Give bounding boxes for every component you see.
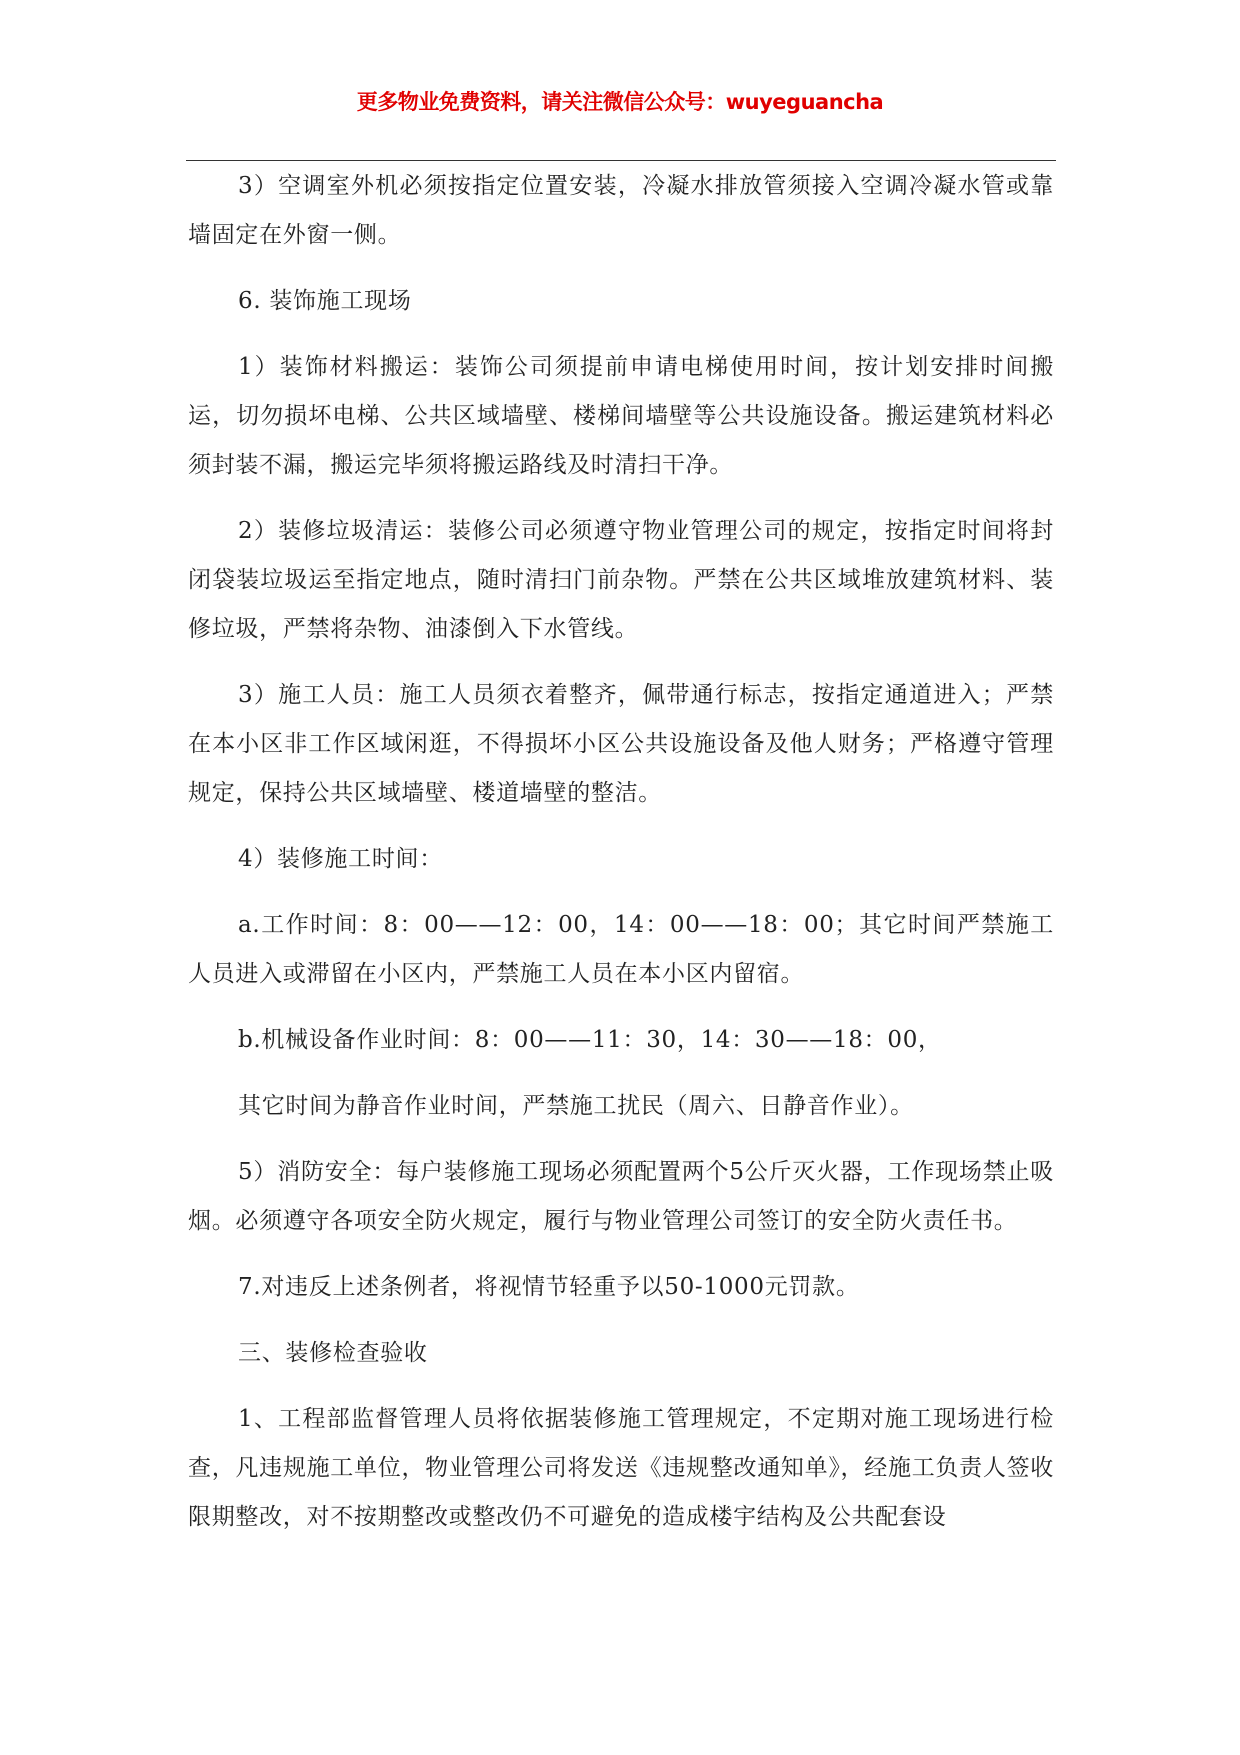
paragraph-work-hours: a.工作时间：8：00——12：00，14：00——18：00；其它时间严禁施工人员进入或滞留在小区内，严禁施工人员在本小区内留宿。 — [188, 912, 1054, 987]
header-banner: 更多物业免费资料，请关注微信公众号：wuyeguancha — [356, 90, 884, 114]
paragraph-inspection: 1、工程部监督管理人员将依据装修施工管理规定，不定期对施工现场进行检查，凡违规施工单位，物业管理公司将发送《违规整改通知单》，经施工负责人签收限期整改，对不按期整改或整改仍不可避免的造成楼宇结构及公共配套设 — [188, 1406, 1054, 1530]
paragraph-ac-outdoor-unit: 3）空调室外机必须按指定位置安装，冷凝水排放管须接入空调冷凝水管或靠墙固定在外窗一侧。 — [188, 173, 1054, 248]
paragraph-machine-hours: b.机械设备作业时间：8：00——11：30，14：30——18：00， — [238, 1027, 942, 1053]
paragraph-construction-staff: 3）施工人员：施工人员须衣着整齐，佩带通行标志，按指定通道进入；严禁在本小区非工作区域闲逛，不得损坏小区公共设施设备及他人财务；严格遵守管理规定，保持公共区域墙壁、楼道墙壁的整洁。 — [188, 682, 1054, 806]
header-divider — [186, 160, 1056, 161]
paragraph-waste-removal: 2）装修垃圾清运：装修公司必须遵守物业管理公司的规定，按指定时间将封闭袋装垃圾运至指定地点，随时清扫门前杂物。严禁在公共区域堆放建筑材料、装修垃圾，严禁将杂物、油漆倒入下水管线。 — [188, 518, 1054, 642]
document-body — [188, 162, 1054, 1559]
paragraph-fire-safety: 5）消防安全：每户装修施工现场必须配置两个5公斤灭火器，工作现场禁止吸烟。必须遵守各项安全防火规定，履行与物业管理公司签订的安全防火责任书。 — [188, 1159, 1054, 1234]
section-heading-construction-site: 6. 装饰施工现场 — [238, 288, 412, 314]
section-heading-inspection: 三、装修检查验收 — [238, 1340, 428, 1366]
paragraph-quiet-hours: 其它时间为静音作业时间，严禁施工扰民（周六、日静音作业）。 — [238, 1093, 914, 1119]
paragraph-work-hours-heading: 4）装修施工时间： — [238, 846, 443, 872]
paragraph-material-transport: 1）装饰材料搬运：装饰公司须提前申请电梯使用时间，按计划安排时间搬运，切勿损坏电梯、公共区域墙壁、楼梯间墙壁等公共设施设备。搬运建筑材料必须封装不漏，搬运完毕须将搬运路线及时清扫干净。 — [188, 354, 1054, 478]
paragraph-penalty: 7.对违反上述条例者，将视情节轻重予以50-1000元罚款。 — [238, 1274, 860, 1300]
